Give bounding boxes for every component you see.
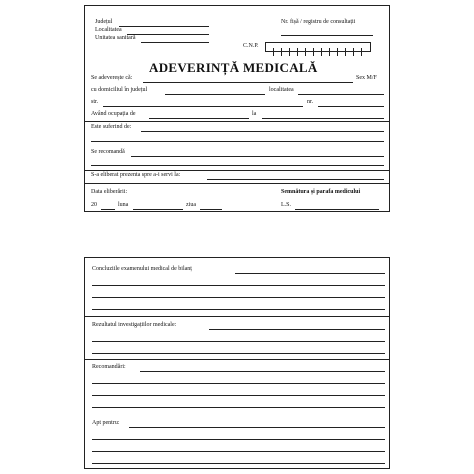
medical-certificate-front [84,5,390,212]
workplace-field[interactable] [262,118,384,119]
day-field[interactable] [200,209,222,210]
year-prefix: 20 [91,202,97,208]
ziua-label: ziua [186,202,196,208]
separator [85,359,389,360]
ocupatia-field[interactable] [149,118,249,119]
domiciliu-localitate-field[interactable] [298,94,384,95]
recommendations-field-line[interactable] [92,395,385,396]
conclusions-field[interactable] [235,273,385,274]
nr-label: nr. [307,99,314,105]
document-title: ADEVERINȚĂ MEDICALĂ [149,60,318,75]
data-eliberarii-label: Data eliberării: [91,189,128,195]
name-field[interactable] [143,82,353,83]
rezultatul-label: Rezultatul investigațiilor medicale: [92,322,177,328]
street-number-field[interactable] [318,106,384,107]
adevereste-label: Se adeverește că: [91,75,133,81]
fit-for-field-line[interactable] [92,439,385,440]
conclusions-field-line[interactable] [92,285,385,286]
investigations-field[interactable] [209,329,385,330]
domiciliul-label: cu domiciliul în județul [91,87,148,93]
conclusions-field-line[interactable] [92,297,385,298]
str-label: str. [91,99,99,105]
month-field[interactable] [133,209,183,210]
recommendations-field-line[interactable] [92,407,385,408]
unitatea-field[interactable] [141,42,209,43]
cnp-label: C.N.P. [243,43,259,49]
investigations-field-line[interactable] [92,353,385,354]
ls-label: L.S. [281,202,292,208]
purpose-field[interactable] [207,179,384,180]
separator [85,121,389,122]
localitatea-label: Localitatea [95,27,122,33]
suferind-label: Este suferind de: [91,124,132,130]
conclusions-field-line[interactable] [92,309,385,310]
la-label: la [252,111,257,117]
street-field[interactable] [103,106,303,107]
recommendations-field-line[interactable] [92,383,385,384]
domiciliu-judet-field[interactable] [165,94,265,95]
concluziile-label: Concluziile examenului medical de bilanț [92,266,192,272]
recommendation-field[interactable] [131,156,384,157]
nr-fisa-label: Nr. fișă / registru de consultații [281,19,356,25]
cnp-boxes[interactable] [265,42,371,52]
localitatea2-label: localitatea [269,87,294,93]
judet-field[interactable] [119,26,209,27]
luna-label: luna [118,202,129,208]
localitatea-field[interactable] [127,34,209,35]
fit-for-field-line[interactable] [92,451,385,452]
signature-field[interactable] [295,209,379,210]
separator [85,170,389,171]
judet-label: Județul [95,19,113,25]
semnatura-label: Semnătura și parafa medicului [281,189,361,195]
recommendations-field[interactable] [140,371,385,372]
apt-label: Apt pentru: [92,420,120,426]
recomanda-label: Se recomandă [91,149,125,155]
nr-fisa-field[interactable] [281,35,373,36]
separator [85,316,389,317]
recomandari-label: Recomandări: [92,364,126,370]
eliberat-label: S-a eliberat prezenta spre a-i servi la: [91,172,181,178]
medical-certificate-back [84,257,390,469]
recommendation-field-line-2[interactable] [91,165,384,166]
fit-for-field-line[interactable] [92,463,385,464]
investigations-field-line[interactable] [92,341,385,342]
fit-for-field[interactable] [129,427,385,428]
separator [85,183,389,184]
diagnosis-field-line-2[interactable] [91,141,384,142]
ocupatia-label: Având ocupația de [91,111,136,117]
unitatea-label: Unitatea sanitară [95,35,136,41]
diagnosis-field[interactable] [141,131,384,132]
sex-label: Sex M/F [356,75,377,81]
year-field[interactable] [101,209,115,210]
